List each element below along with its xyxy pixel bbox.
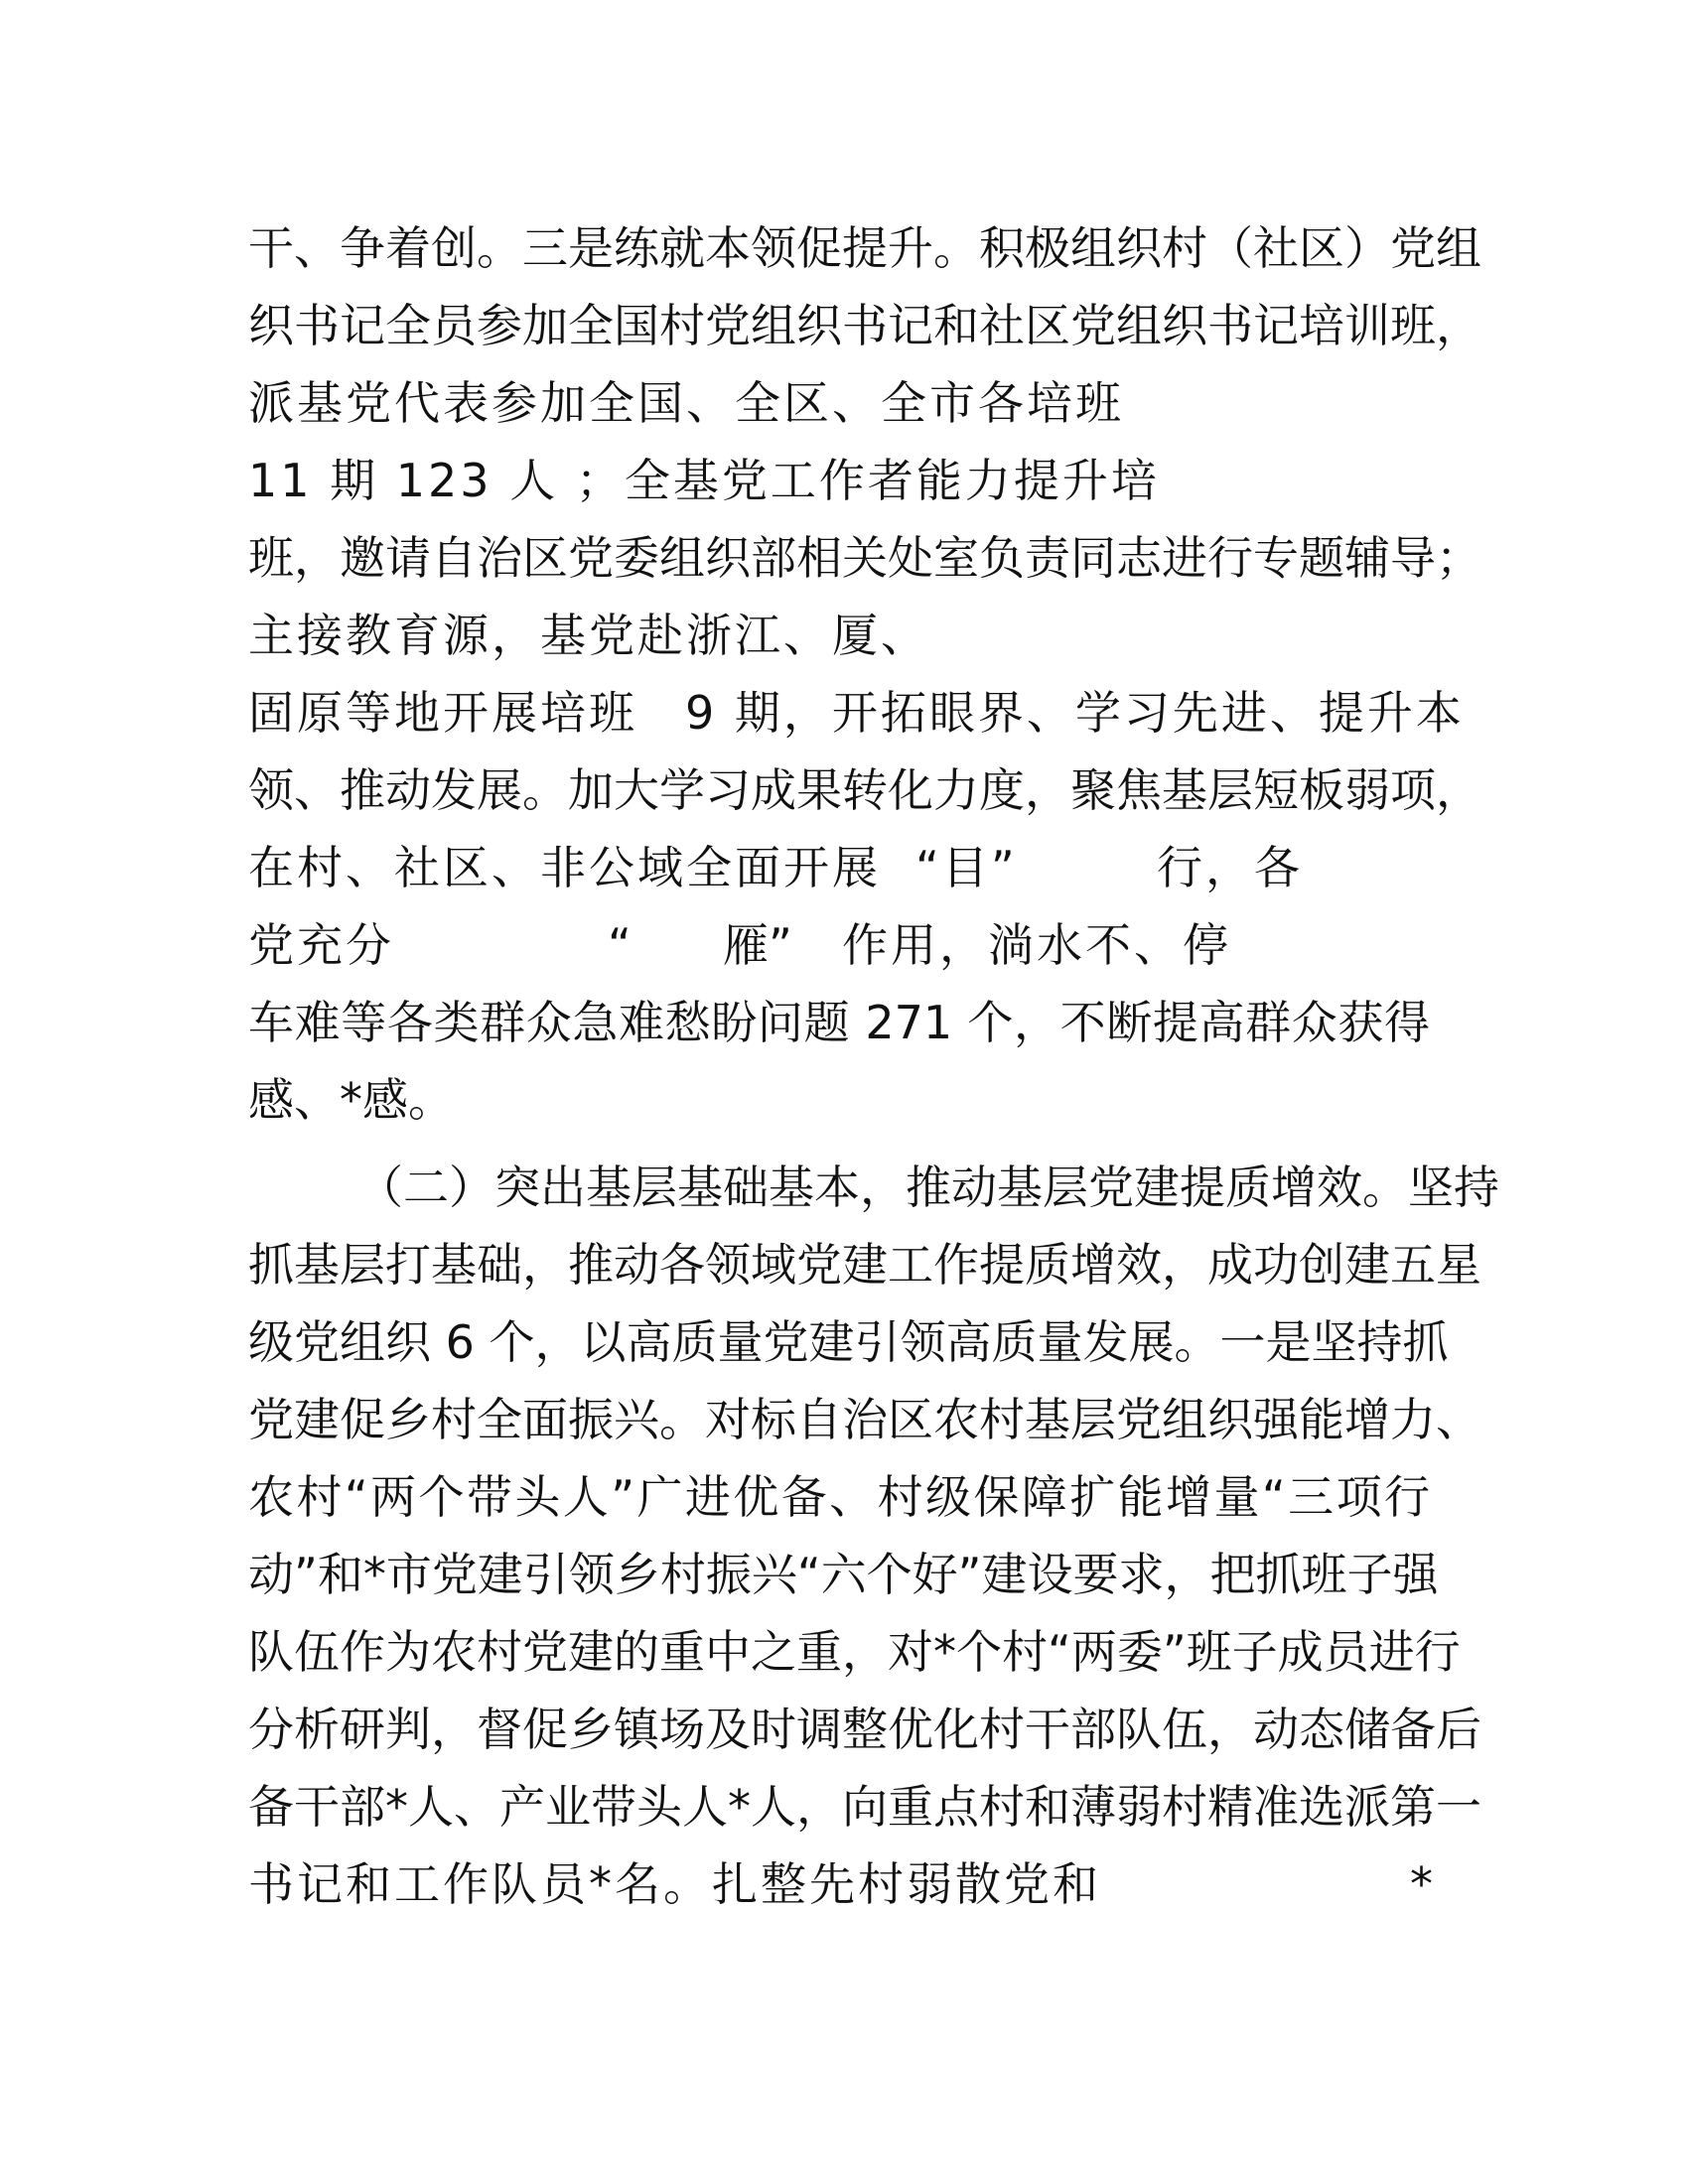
text-line-4: 11 期 123 人 ；全基党工作者能力提升培 <box>248 454 1160 507</box>
text-line-21: 备干部*人、产业带头人*人，向重点村和薄弱村精准选派第一 <box>248 1780 1481 1834</box>
text-line-3: 派基党代表参加全国、全区、全市各培班 <box>248 376 1124 430</box>
text-line-9 <box>248 836 1430 899</box>
text-line-10-segment-4: 作用，淌水不、停 <box>842 918 1231 972</box>
text-line-10-segment-3: 雁” <box>723 918 792 972</box>
text-line-7-right: 9 期，开拓眼界、学习先进、提升本 <box>685 686 1465 740</box>
text-line-22-left: 书记和工作队员*名。扎整先村弱散党和 <box>248 1857 1101 1911</box>
text-line-17: 农村“两个带头人”广进优备、村级保障扩能增量“三项行 <box>248 1470 1430 1524</box>
text-line-8: 领、推动发展。加大学习成果转化力度，聚焦基层短板弱项， <box>248 763 1481 817</box>
text-line-12: 感、*感。 <box>248 1073 454 1127</box>
text-line-7-left: 固原等地开展培班 <box>248 686 637 740</box>
text-line-22-asterisk: * <box>1410 1857 1433 1911</box>
text-line-22 <box>248 1852 1433 1916</box>
text-line-9-segment-3: 行，各 <box>1157 841 1303 894</box>
text-line-5: 班，邀请自治区党委组织部相关处室负责同志进行专题辅导； <box>248 531 1481 585</box>
text-line-10-segment-2: “ <box>608 918 632 972</box>
text-line-10 <box>248 913 1430 977</box>
text-line-6: 主接教育源，基党赴浙江、厦、 <box>248 609 929 662</box>
text-line-20: 分析研判，督促乡镇场及时调整优化村干部队伍，动态储备后 <box>248 1703 1481 1756</box>
text-line-9-segment-1: 在村、社区、非公域全面开展 <box>248 841 881 894</box>
text-line-19: 队伍作为农村党建的重中之重，对*个村“两委”班子成员进行 <box>248 1625 1461 1679</box>
text-line-7 <box>248 681 1465 745</box>
text-line-2: 织书记全员参加全国村党组织书记和社区党组织书记培训班， <box>248 299 1481 352</box>
text-line-1: 干、争着创。三是练就本领促提升。积极组织村（社区）党组 <box>248 221 1481 275</box>
text-line-11: 车难等各类群众急难愁盼问题 271 个，不断提高群众获得 <box>248 996 1430 1049</box>
paragraph-heading-line: （二）突出基层基础基本，推动基层党建提质增效。坚持 <box>357 1160 1499 1214</box>
text-line-18: 动”和*市党建引领乡村振兴“六个好”建设要求，把抓班子强 <box>248 1548 1439 1601</box>
text-line-9-segment-2: “目” <box>915 841 1018 894</box>
text-line-14: 抓基层打基础，推动各领域党建工作提质增效，成功创建五星 <box>248 1238 1481 1292</box>
text-line-16: 党建促乡村全面振兴。对标自治区农村基层党组织强能增力、 <box>248 1393 1481 1446</box>
text-line-10-segment-1: 党充分 <box>248 918 394 972</box>
text-line-15: 级党组织 6 个，以高质量党建引领高质量发展。一是坚持抓 <box>248 1315 1449 1369</box>
